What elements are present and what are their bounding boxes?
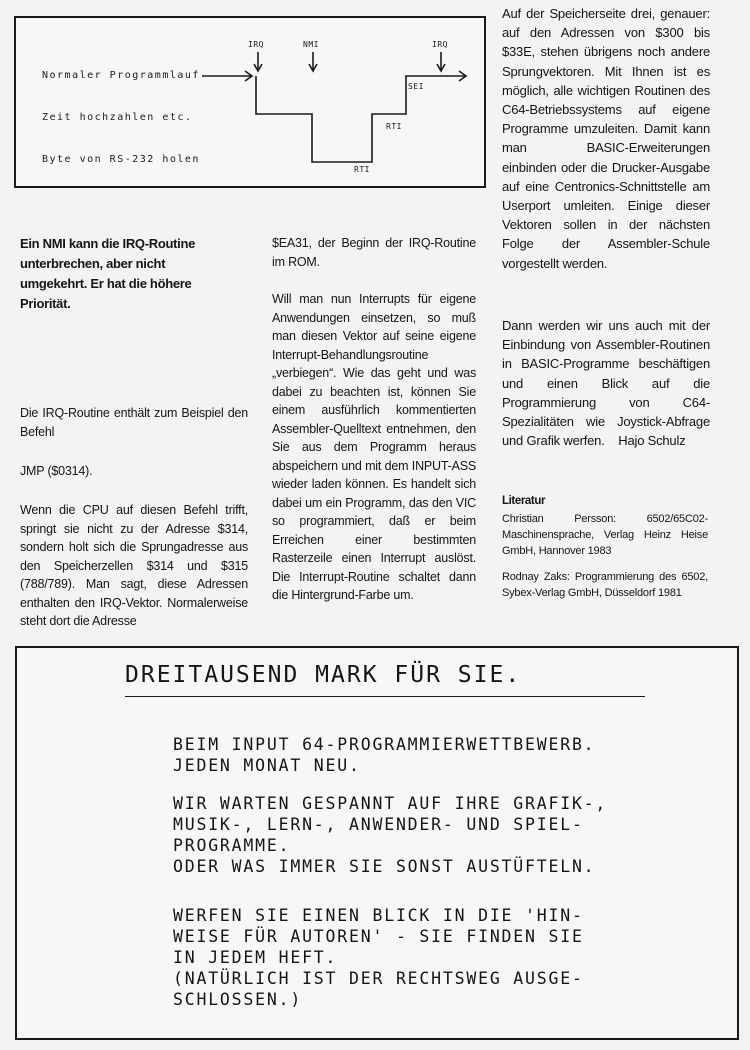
ad-block-2: WIR WARTEN GESPANNT AUF IHRE GRAFIK-, MUSIK-, LERN-, ANWENDER- UND SPIEL- PROGRAMME. ODER WAS IMMER SIE SONST AUSTÜFTELN. (173, 794, 608, 876)
ad-block-1: BEIM INPUT 64-PROGRAMMIERWETTBEWERB. JEDEN MONAT NEU. (173, 735, 596, 775)
literature-section (502, 495, 708, 601)
row-label-irq: Zeit hochzahlen etc. (42, 112, 193, 123)
rti-label-lower: RTI (354, 165, 370, 174)
column-3-paragraph-2 (502, 316, 710, 450)
figure-caption: Ein NMI kann die IRQ-Routine unterbrechen, aber nicht umgekehrt. Er hat die höhere Priorität. (20, 236, 196, 311)
row-label-normal: Normaler Programmlauf (42, 70, 200, 81)
col1-p3: Wenn die CPU auf diesen Befehl trifft, springt sie nicht zu der Adresse $314, sondern holt sich die Sprungadresse aus den Speicherzellen $314 und $315 (788/789). Man sagt, diese Adressen enthalten den IRQ-Vektor. Normalerweise steht dort die Adresse (20, 503, 248, 628)
literature-ref-1: Christian Persson: 6502/65C02-Maschinensprache, Verlag Heinz Heise GmbH, Hannover 1983 (502, 513, 708, 557)
col1-p2: JMP ($0314). (20, 464, 93, 478)
column-2-paragraph-1 (272, 234, 476, 271)
rti-label-upper: RTI (386, 122, 402, 131)
ad-title: DREITAUSEND MARK FÜR SIE. (125, 662, 522, 688)
col3-p1: Auf der Speicherseite drei, genauer: auf den Adressen von $300 bis $33E, stehen übrigens noch andere Sprungvektoren. Mit Ihnen ist es möglich, alle wichtigen Routinen des C64-Betriebssystems auf eigene Programme umzuleiten. Damit kann man BASIC-Erweiterungen einbinden oder die Drucker-Ausgabe auf eine Centronics-Schnittstelle am Userport umleiten. Einige dieser Vektoren sollen in der nächsten Folge der Assembler-Schule vorgestellt werden. (502, 6, 710, 271)
column-2-paragraph-2 (272, 290, 476, 605)
irq-label-left: IRQ (248, 40, 264, 49)
irq-label-right: IRQ (432, 40, 448, 49)
ad-title-underline (125, 696, 645, 697)
nmi-label: NMI (303, 40, 319, 49)
contest-advertisement (15, 646, 739, 1040)
sei-label: SEI (408, 82, 424, 91)
row-label-nmi: Byte von RS-232 holen (42, 154, 200, 165)
column-1-paragraph-3 (20, 501, 248, 631)
col3-p2-text: Dann werden wir uns auch mit der Einbindung von Assembler-Routinen in BASIC-Programme beschäftigen und einen Blick auf die Programmierung von C64-Spezialitäten wie Joystick-Abfrage und Grafik werfen. (502, 318, 710, 449)
literature-ref-2: Rodnay Zaks: Programmierung des 6502, Sybex-Verlag GmbH, Düsseldorf 1981 (502, 571, 708, 599)
execution-path (256, 76, 466, 162)
literature-heading: Literatur (502, 495, 546, 507)
ad-block-3: WERFEN SIE EINEN BLICK IN DIE 'HIN- WEISE FÜR AUTOREN' - SIE FINDEN SIE IN JEDEM HEFT. (NATÜRLICH IST DER RECHTSWEG AUSGE- SCHLOSSEN.) (173, 906, 584, 1009)
column-1-paragraph-2 (20, 462, 248, 481)
column-1-paragraph-1 (20, 404, 248, 441)
col1-p1: Die IRQ-Routine enthält zum Beispiel den Befehl (20, 406, 248, 439)
column-3-paragraph-1 (502, 4, 710, 273)
col2-p1: $EA31, der Beginn der IRQ-Routine im ROM. (272, 236, 476, 269)
col2-p2: Will man nun Interrupts für eigene Anwendungen einsetzen, so muß man diesen Vektor auf seine eigene Interrupt-Behandlungsroutine „verbiegen“. Wie das geht und was dabei zu beachten ist, können Sie einem ausführlich kommentierten Assembler-Quelltext entnehmen, den Sie aus dem Programm heraus abspeichern und mit dem INPUT-ASS wieder laden können. Es handelt sich dabei um ein Programm, das den VIC so programmiert, daß er beim Erreichen einer bestimmten Rasterzeile einen Interrupt auslöst. Die Interrupt-Routine schaltet dann die Hintergrund-Farbe um. (272, 292, 476, 602)
author-signature: Hajo Schulz (618, 433, 686, 449)
col3-p2 (502, 316, 710, 450)
interrupt-diagram (14, 16, 486, 188)
